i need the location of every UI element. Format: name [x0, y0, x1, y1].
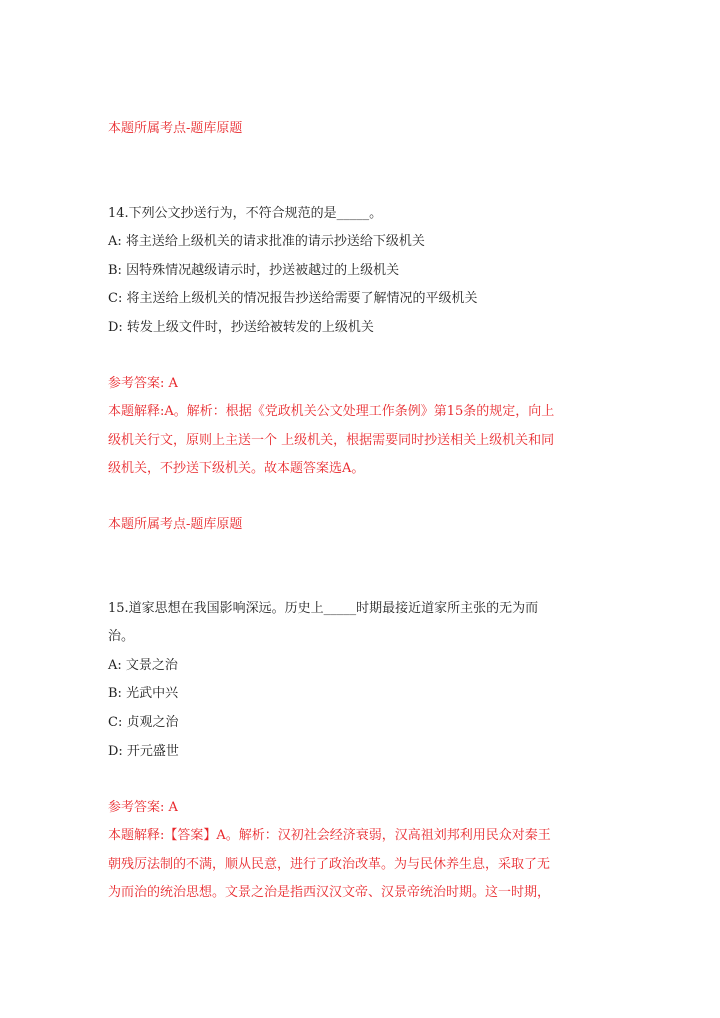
- option-a: A: 将主送给上级机关的请求批准的请示抄送给下级机关: [108, 234, 425, 249]
- explanation-line: 级机关，不抄送下级机关。故本题答案选A。: [108, 461, 365, 476]
- explanation-line: 本题解释:【答案】A。解析：汉初社会经济衰弱，汉高祖刘邦利用民众对秦王: [108, 828, 551, 843]
- explanation-line: 为而治的统治思想。文景之治是指西汉汉文帝、汉景帝统治时期。这一时期，: [108, 885, 551, 900]
- topic-source-label: 本题所属考点-题库原题: [108, 517, 243, 532]
- option-c: C: 将主送给上级机关的情况报告抄送给需要了解情况的平级机关: [108, 291, 478, 306]
- explanation-line: 本题解释:A。解析：根据《党政机关公文处理工作条例》第15条的规定，向上: [108, 404, 555, 419]
- question-text: 治。: [108, 629, 135, 644]
- topic-source-label: 本题所属考点-题库原题: [108, 121, 243, 136]
- reference-answer: 参考答案: A: [108, 376, 178, 391]
- option-d: D: 开元盛世: [108, 744, 179, 759]
- explanation-line: 级机关行文，原则上主送一个 上级机关，根据需要同时抄送相关上级机关和同: [108, 433, 555, 448]
- option-d: D: 转发上级文件时，抄送给被转发的上级机关: [108, 320, 374, 335]
- option-b: B: 光武中兴: [108, 686, 179, 701]
- question-text: 14.下列公文抄送行为，不符合规范的是_____。: [108, 206, 383, 221]
- question-text: 15.道家思想在我国影响深远。历史上_____时期最接近道家所主张的无为而: [108, 601, 539, 616]
- option-a: A: 文景之治: [108, 658, 178, 673]
- option-c: C: 贞观之治: [108, 715, 179, 730]
- explanation-line: 朝残厉法制的不满，顺从民意，进行了政治改革。为与民休养生息，采取了无: [108, 857, 551, 872]
- option-b: B: 因特殊情况越级请示时，抄送被越过的上级机关: [108, 263, 400, 278]
- reference-answer: 参考答案: A: [108, 800, 178, 815]
